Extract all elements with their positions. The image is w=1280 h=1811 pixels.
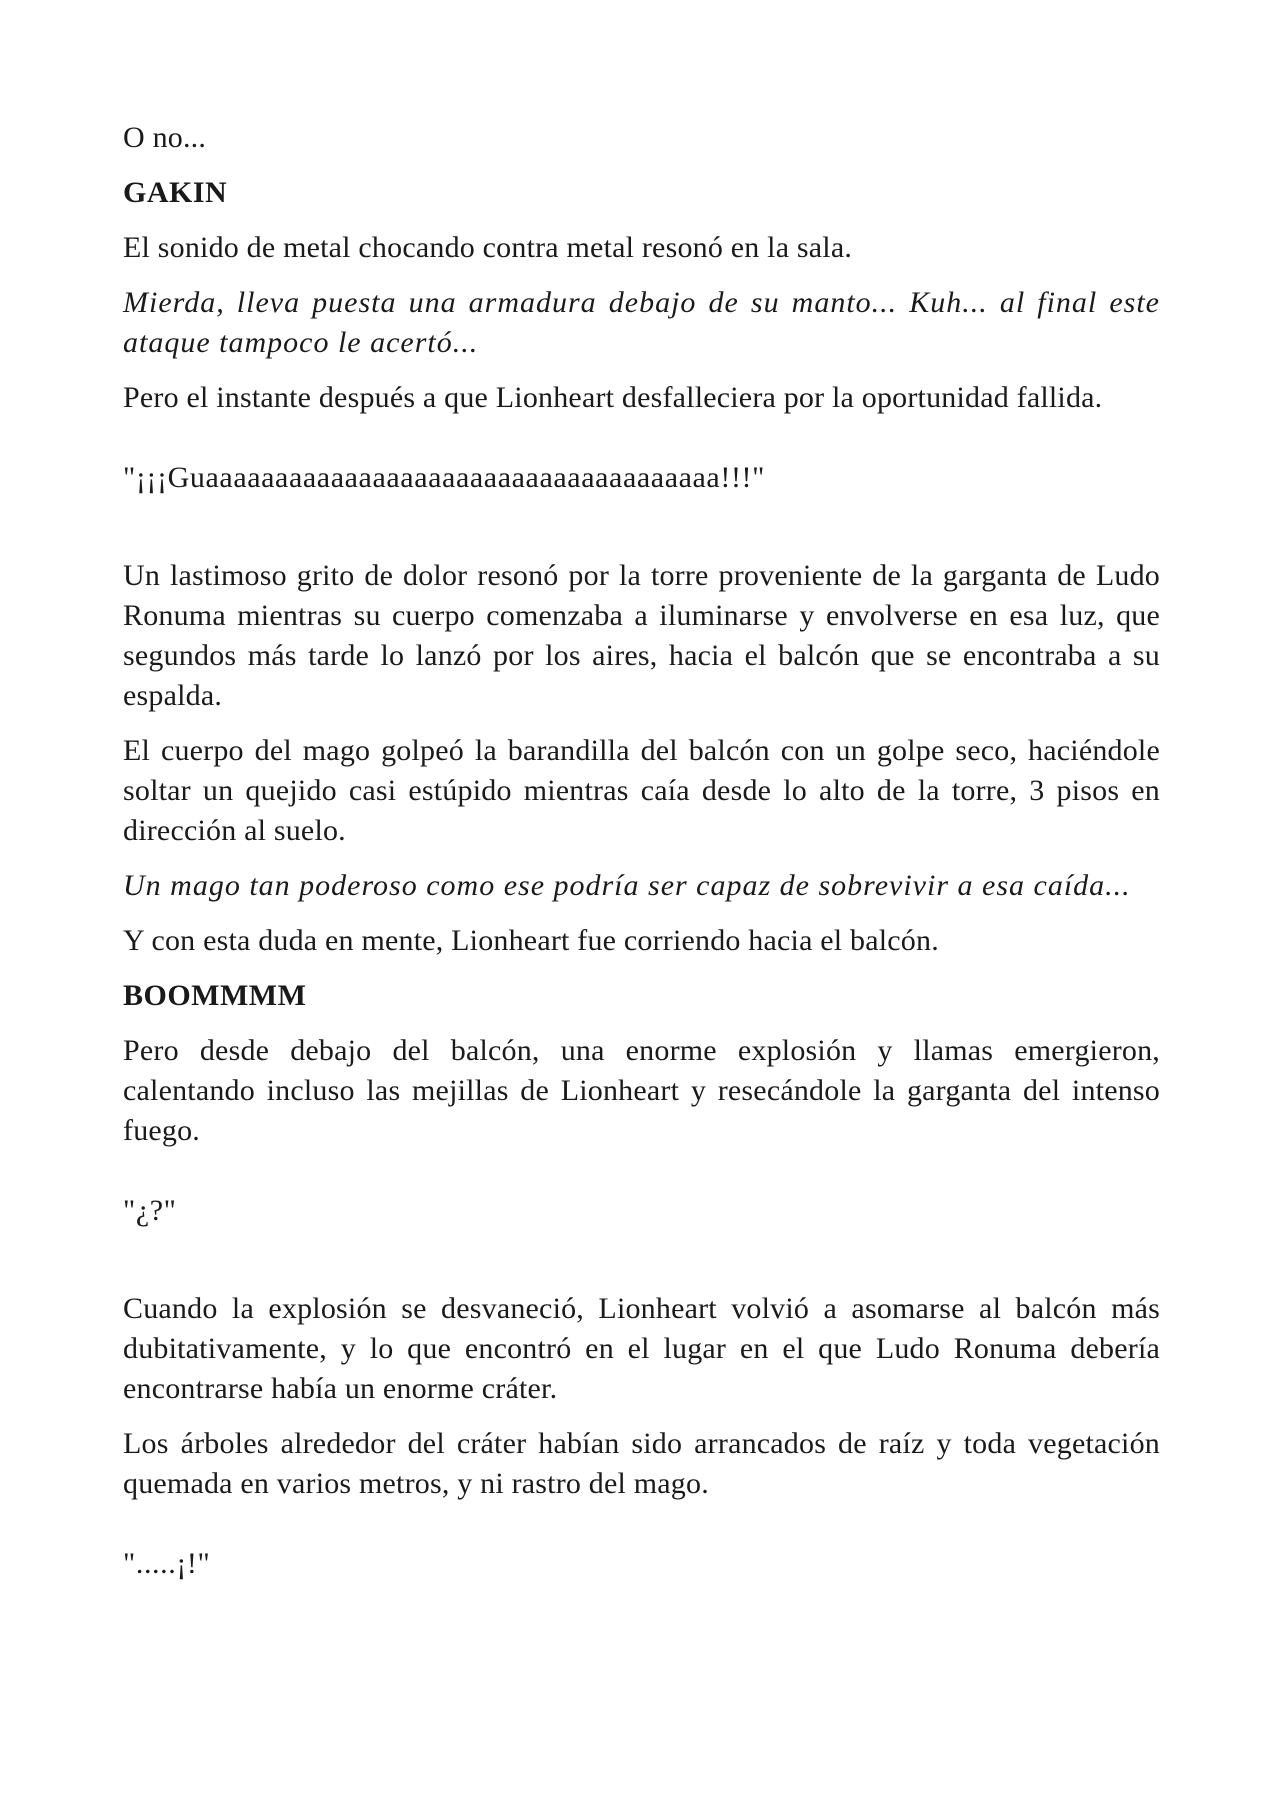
paragraph: Pero desde debajo del balcón, una enorme explosión y llamas emergieron, calentando incluso las mejillas de Lionheart y resecándole la garganta del intenso fuego. — [123, 1034, 1160, 1147]
paragraph: Los árboles alrededor del cráter habían sido arrancados de raíz y toda vegetación quemada en varios metros, y ni rastro del mago. — [123, 1427, 1160, 1500]
paragraph: Cuando la explosión se desvaneció, Lionheart volvió a asomarse al balcón más dubitativamente, y lo que encontró en el lugar en el que Ludo Ronuma debería encontrarse había un enorme cráter. — [123, 1292, 1160, 1405]
sound-effect-heading: BOOMMMM — [123, 979, 307, 1012]
dialogue-line: "¡¡¡Guaaaaaaaaaaaaaaaaaaaaaaaaaaaaaaaaaaaaa!!!" — [123, 461, 765, 494]
paragraph: Y con esta duda en mente, Lionheart fue corriendo hacia el balcón. — [123, 924, 939, 957]
paragraph: O no... — [123, 121, 207, 154]
paragraph: Un lastimoso grito de dolor resonó por la torre proveniente de la garganta de Ludo Ronuma mientras su cuerpo comenzaba a iluminarse y envolverse en esa luz, que segundos más tarde lo lanzó por los aires, hacia el balcón que se encontraba a su espalda. — [123, 559, 1160, 712]
sound-effect-heading: GAKIN — [123, 176, 228, 209]
document-page — [123, 118, 1160, 1642]
paragraph: Pero el instante después a que Lionheart desfalleciera por la oportunidad fallida. — [123, 381, 1103, 414]
paragraph: El sonido de metal chocando contra metal resonó en la sala. — [123, 231, 853, 264]
dialogue-line: ".....¡!" — [123, 1547, 211, 1580]
italic-thought-paragraph: Mierda, lleva puesta una armadura debajo de su manto... Kuh... al final este ataque tampoco le acertó... — [123, 286, 1160, 359]
paragraph: El cuerpo del mago golpeó la barandilla del balcón con un golpe seco, haciéndole soltar un quejido casi estúpido mientras caía desde lo alto de la torre, 3 pisos en dirección al suelo. — [123, 734, 1160, 847]
italic-thought-paragraph: Un mago tan poderoso como ese podría ser capaz de sobrevivir a esa caída... — [123, 869, 1131, 902]
dialogue-line: "¿?" — [123, 1194, 177, 1227]
